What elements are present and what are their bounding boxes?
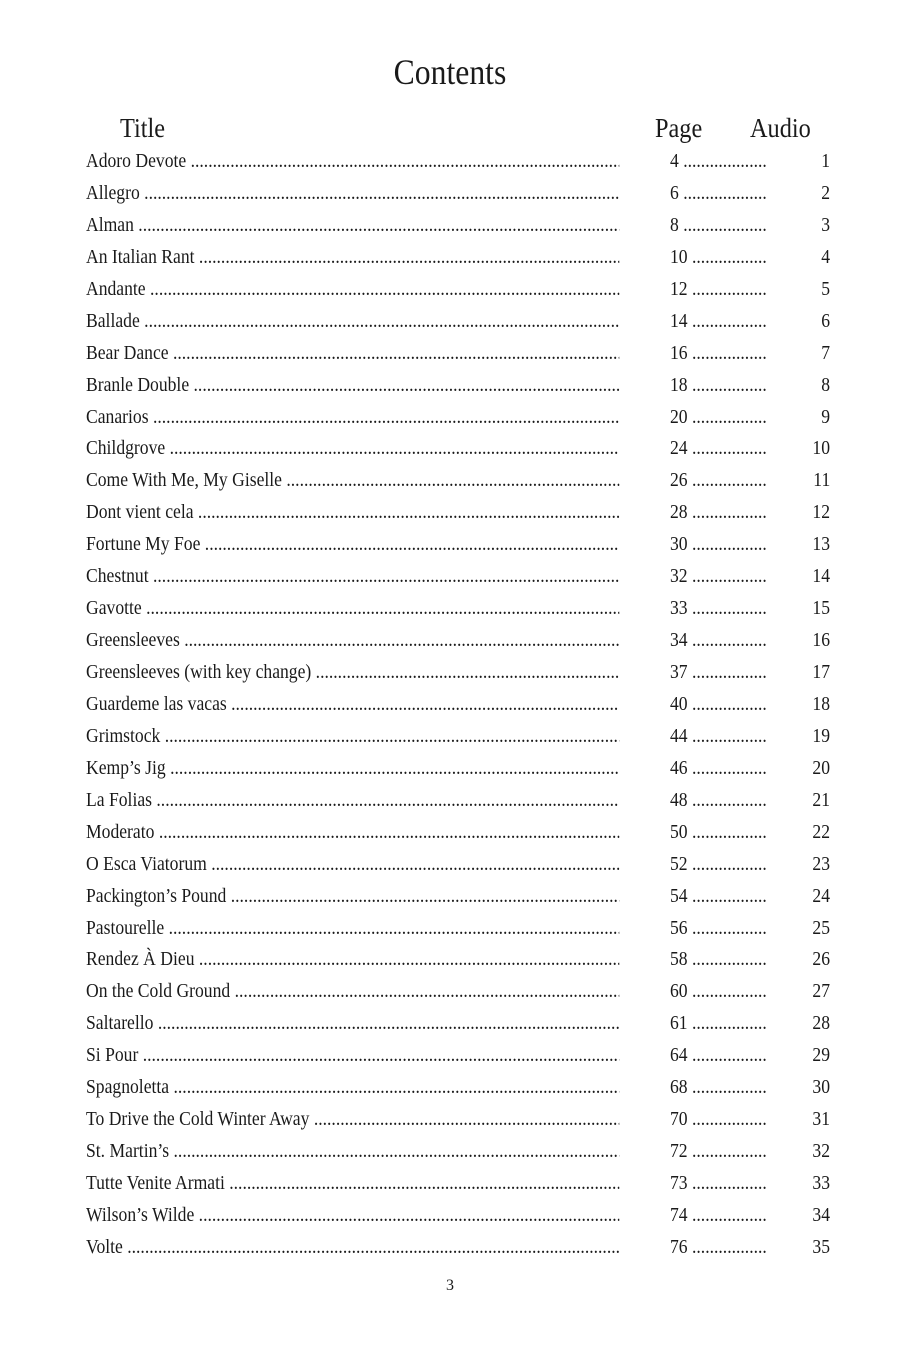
contents-entry [86,784,830,816]
entry-page: 10 ..... [670,241,767,273]
entry-audio-track: 7 [819,337,830,369]
contents-entry [86,145,830,177]
entry-title: Spagnoletta ..... [86,1071,619,1103]
entry-page: 6 ..... [670,177,767,209]
contents-entry [86,592,830,624]
contents-entry [86,369,830,401]
entry-page: 50 ..... [670,816,767,848]
entry-page: 52 ..... [670,848,767,880]
entry-title: Adoro Devote ..... [86,145,619,177]
contents-entry [86,1167,830,1199]
entry-audio-track: 14 [811,560,830,592]
entry-audio-track: 23 [811,848,830,880]
entry-audio-track: 5 [819,273,830,305]
entry-audio-track: 31 [811,1103,830,1135]
entry-audio-track: 33 [811,1167,830,1199]
contents-entry [86,464,830,496]
contents-entry [86,177,830,209]
contents-entry [86,656,830,688]
entry-title: Fortune My Foe ..... [86,528,619,560]
entry-audio-track: 2 [819,177,830,209]
entry-audio-track: 1 [819,145,830,177]
entry-page: 54 ..... [670,880,767,912]
contents-entry [86,401,830,433]
entry-page: 68 ..... [670,1071,767,1103]
entry-title: On the Cold Ground ..... [86,975,619,1007]
entry-title: Grimstock ..... [86,720,619,752]
entry-title: Canarios ..... [86,401,619,433]
entry-page: 32 ..... [670,560,767,592]
entry-audio-track: 35 [811,1231,830,1263]
entry-audio-track: 21 [811,784,830,816]
contents-entry [86,209,830,241]
entry-audio-track: 24 [811,880,830,912]
contents-entry [86,273,830,305]
entry-title: Ballade ..... [86,305,619,337]
entry-page: 37 ..... [670,656,767,688]
entry-page: 58 ..... [670,943,767,975]
entry-title: Tutte Venite Armati ..... [86,1167,619,1199]
entry-audio-track: 12 [811,496,830,528]
entry-audio-track: 32 [811,1135,830,1167]
entry-page: 30 ..... [670,528,767,560]
entry-title: An Italian Rant ..... [86,241,619,273]
entry-page: 16 ..... [670,337,767,369]
entry-page: 20 ..... [670,401,767,433]
entry-audio-track: 34 [811,1199,830,1231]
entry-page: 56 ..... [670,912,767,944]
entry-title: Greensleeves (with key change) ..... [86,656,619,688]
entry-page: 72 ..... [670,1135,767,1167]
entry-page: 14 ..... [670,305,767,337]
contents-entry [86,1007,830,1039]
entry-audio-track: 11 [811,464,830,496]
entry-audio-track: 27 [811,975,830,1007]
entry-audio-track: 29 [811,1039,830,1071]
column-header-page: Page [655,113,703,143]
entry-title: Bear Dance ..... [86,337,619,369]
entry-audio-track: 9 [819,401,830,433]
entry-title: O Esca Viatorum ..... [86,848,619,880]
entry-audio-track: 18 [811,688,830,720]
entry-page: 8 ..... [670,209,767,241]
entry-title: Chestnut ..... [86,560,619,592]
entry-title: Kemp’s Jig ..... [86,752,619,784]
page-title: Contents [393,52,507,92]
contents-entry [86,975,830,1007]
entry-page: 60 ..... [670,975,767,1007]
entry-page: 33 ..... [670,592,767,624]
entry-title: Saltarello ..... [86,1007,619,1039]
entry-title: Andante ..... [86,273,619,305]
entry-title: Si Pour ..... [86,1039,619,1071]
entry-page: 48 ..... [670,784,767,816]
entry-title: Childgrove ..... [86,432,619,464]
contents-entry [86,880,830,912]
entry-audio-track: 22 [811,816,830,848]
contents-entry [86,816,830,848]
entry-page: 44 ..... [670,720,767,752]
entry-page: 76 ..... [670,1231,767,1263]
entry-audio-track: 3 [819,209,830,241]
entry-page: 74 ..... [670,1199,767,1231]
entry-page: 46 ..... [670,752,767,784]
contents-entry [86,943,830,975]
entry-title: Guardeme las vacas ..... [86,688,619,720]
contents-entry [86,496,830,528]
contents-entry [86,624,830,656]
entry-audio-track: 17 [811,656,830,688]
entry-page: 61 ..... [670,1007,767,1039]
contents-entry [86,912,830,944]
entry-page: 70 ..... [670,1103,767,1135]
contents-list [86,145,830,1263]
entry-audio-track: 28 [811,1007,830,1039]
entry-audio-track: 8 [819,369,830,401]
entry-title: Wilson’s Wilde ..... [86,1199,619,1231]
entry-title: Pastourelle ..... [86,912,619,944]
contents-entry [86,432,830,464]
entry-page: 34 ..... [670,624,767,656]
entry-title: Branle Double ..... [86,369,619,401]
entry-audio-track: 13 [811,528,830,560]
entry-title: Allegro ..... [86,177,619,209]
contents-entry [86,560,830,592]
entry-page: 40 ..... [670,688,767,720]
entry-page: 64 ..... [670,1039,767,1071]
contents-entry [86,752,830,784]
entry-title: Greensleeves ..... [86,624,619,656]
entry-page: 24 ..... [670,432,767,464]
entry-page: 4 ..... [670,145,767,177]
column-header-title: Title [120,113,166,143]
entry-page: 18 ..... [670,369,767,401]
entry-audio-track: 6 [819,305,830,337]
entry-page: 28 ..... [670,496,767,528]
contents-entry [86,1135,830,1167]
entry-page: 26 ..... [670,464,767,496]
entry-audio-track: 26 [811,943,830,975]
entry-title: St. Martin’s ..... [86,1135,619,1167]
entry-page: 12 ..... [670,273,767,305]
contents-entry [86,1039,830,1071]
entry-title: To Drive the Cold Winter Away ..... [86,1103,619,1135]
contents-entry [86,720,830,752]
entry-title: Packington’s Pound ..... [86,880,619,912]
entry-title: Come With Me, My Giselle ..... [86,464,619,496]
contents-entry [86,305,830,337]
contents-entry [86,688,830,720]
entry-audio-track: 4 [819,241,830,273]
entry-audio-track: 15 [811,592,830,624]
entry-title: Moderato ..... [86,816,619,848]
entry-title: Gavotte ..... [86,592,619,624]
entry-audio-track: 10 [811,432,830,464]
entry-audio-track: 19 [811,720,830,752]
contents-entry [86,528,830,560]
entry-audio-track: 20 [811,752,830,784]
entry-audio-track: 30 [811,1071,830,1103]
contents-entry [86,241,830,273]
entry-title: Dont vient cela ..... [86,496,619,528]
contents-entry [86,1071,830,1103]
column-header-audio: Audio [750,113,811,143]
contents-entry [86,848,830,880]
entry-page: 73 ..... [670,1167,767,1199]
contents-entry [86,1199,830,1231]
contents-entry [86,337,830,369]
contents-entry [86,1231,830,1263]
contents-entry [86,1103,830,1135]
entry-title: Alman ..... [86,209,619,241]
entry-title: La Folias ..... [86,784,619,816]
page-number: 3 [446,1277,454,1294]
entry-audio-track: 25 [811,912,830,944]
entry-audio-track: 16 [811,624,830,656]
entry-title: Rendez À Dieu ..... [86,943,619,975]
entry-title: Volte ..... [86,1231,619,1263]
